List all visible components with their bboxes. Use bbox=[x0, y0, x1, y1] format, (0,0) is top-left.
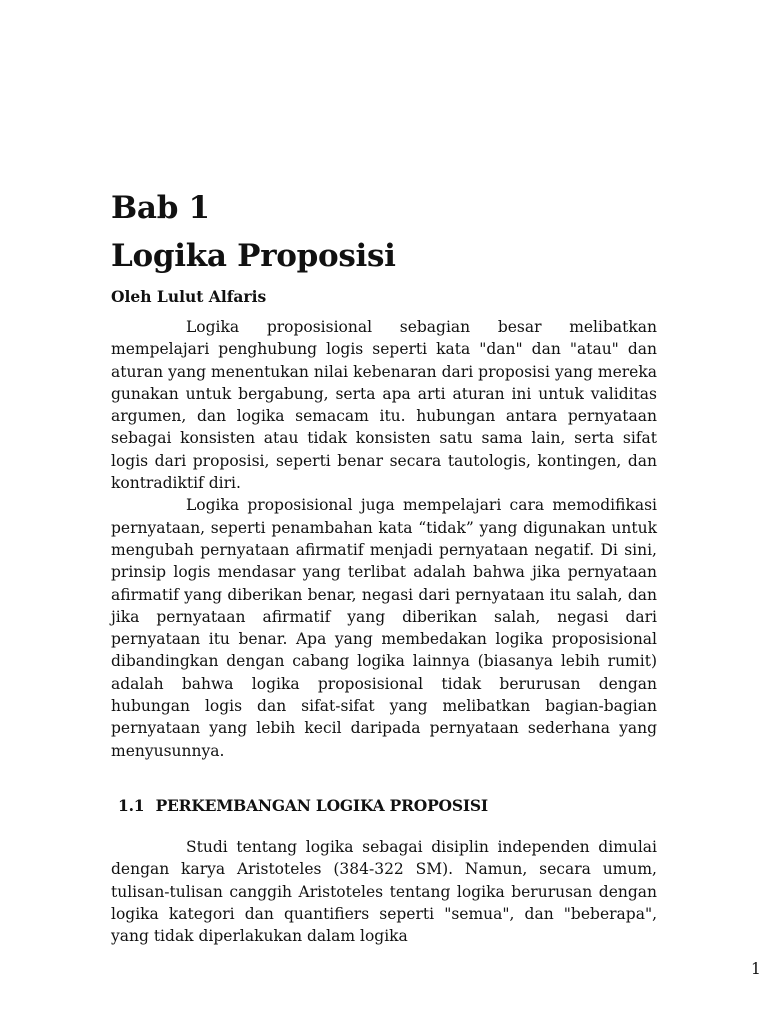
paragraph: Studi tentang logika sebagai disiplin independen dimulai dengan karya Aristoteles (384-322 SM). Namun, secara umum, tulisan-tulisan canggih Aristoteles tentang logika berurusan dengan logika kategori dan quantifiers seperti "semua", dan "beberapa", yang tidak diperlakukan dalam logika bbox=[111, 838, 657, 946]
section-body bbox=[111, 836, 657, 947]
paragraph: Logika proposisional juga mempelajari cara memodifikasi pernyataan, seperti penambahan kata “tidak” yang digunakan untuk mengubah pernyataan afirmatif menjadi pernyataan negatif. Di sini, prinsip logis mendasar yang terlibat adalah bahwa jika pernyataan afirmatif yang diberikan benar, negasi dari pernyataan itu salah, dan jika pernyataan afirmatif yang diberikan salah, negasi dari pernyataan itu benar. Apa yang membedakan logika proposisional dibandingkan dengan cabang logika lainnya (biasanya lebih rumit) adalah bahwa logika proposisional tidak berurusan dengan hubungan logis dan sifat-sifat yang melibatkan bagian-bagian pernyataan yang lebih kecil daripada pernyataan sederhana yang menyusunnya. bbox=[111, 496, 657, 760]
paragraph: Logika proposisional sebagian besar melibatkan mempelajari penghubung logis seperti kata "dan" dan "atau" dan aturan yang menentukan nilai kebenaran dari proposisi yang mereka gunakan untuk bergabung, serta apa arti aturan ini untuk validitas argumen, dan logika semacam itu. hubungan antara pernyataan sebagai konsisten atau tidak konsisten satu sama lain, serta sifat logis dari proposisi, seperti benar secara tautologis, kontingen, dan kontradiktif diri. bbox=[111, 318, 657, 493]
section-title: PERKEMBANGAN LOGIKA PROPOSISI bbox=[155, 796, 488, 815]
section-number: 1.1 bbox=[118, 796, 145, 815]
intro-body bbox=[111, 316, 657, 762]
section-heading bbox=[118, 795, 488, 817]
chapter-label: Bab 1 bbox=[111, 190, 210, 226]
author-line: Oleh Lulut Alfaris bbox=[111, 287, 267, 306]
page-number: 1 bbox=[751, 960, 761, 978]
chapter-heading bbox=[111, 184, 396, 280]
chapter-title: Logika Proposisi bbox=[111, 238, 396, 274]
